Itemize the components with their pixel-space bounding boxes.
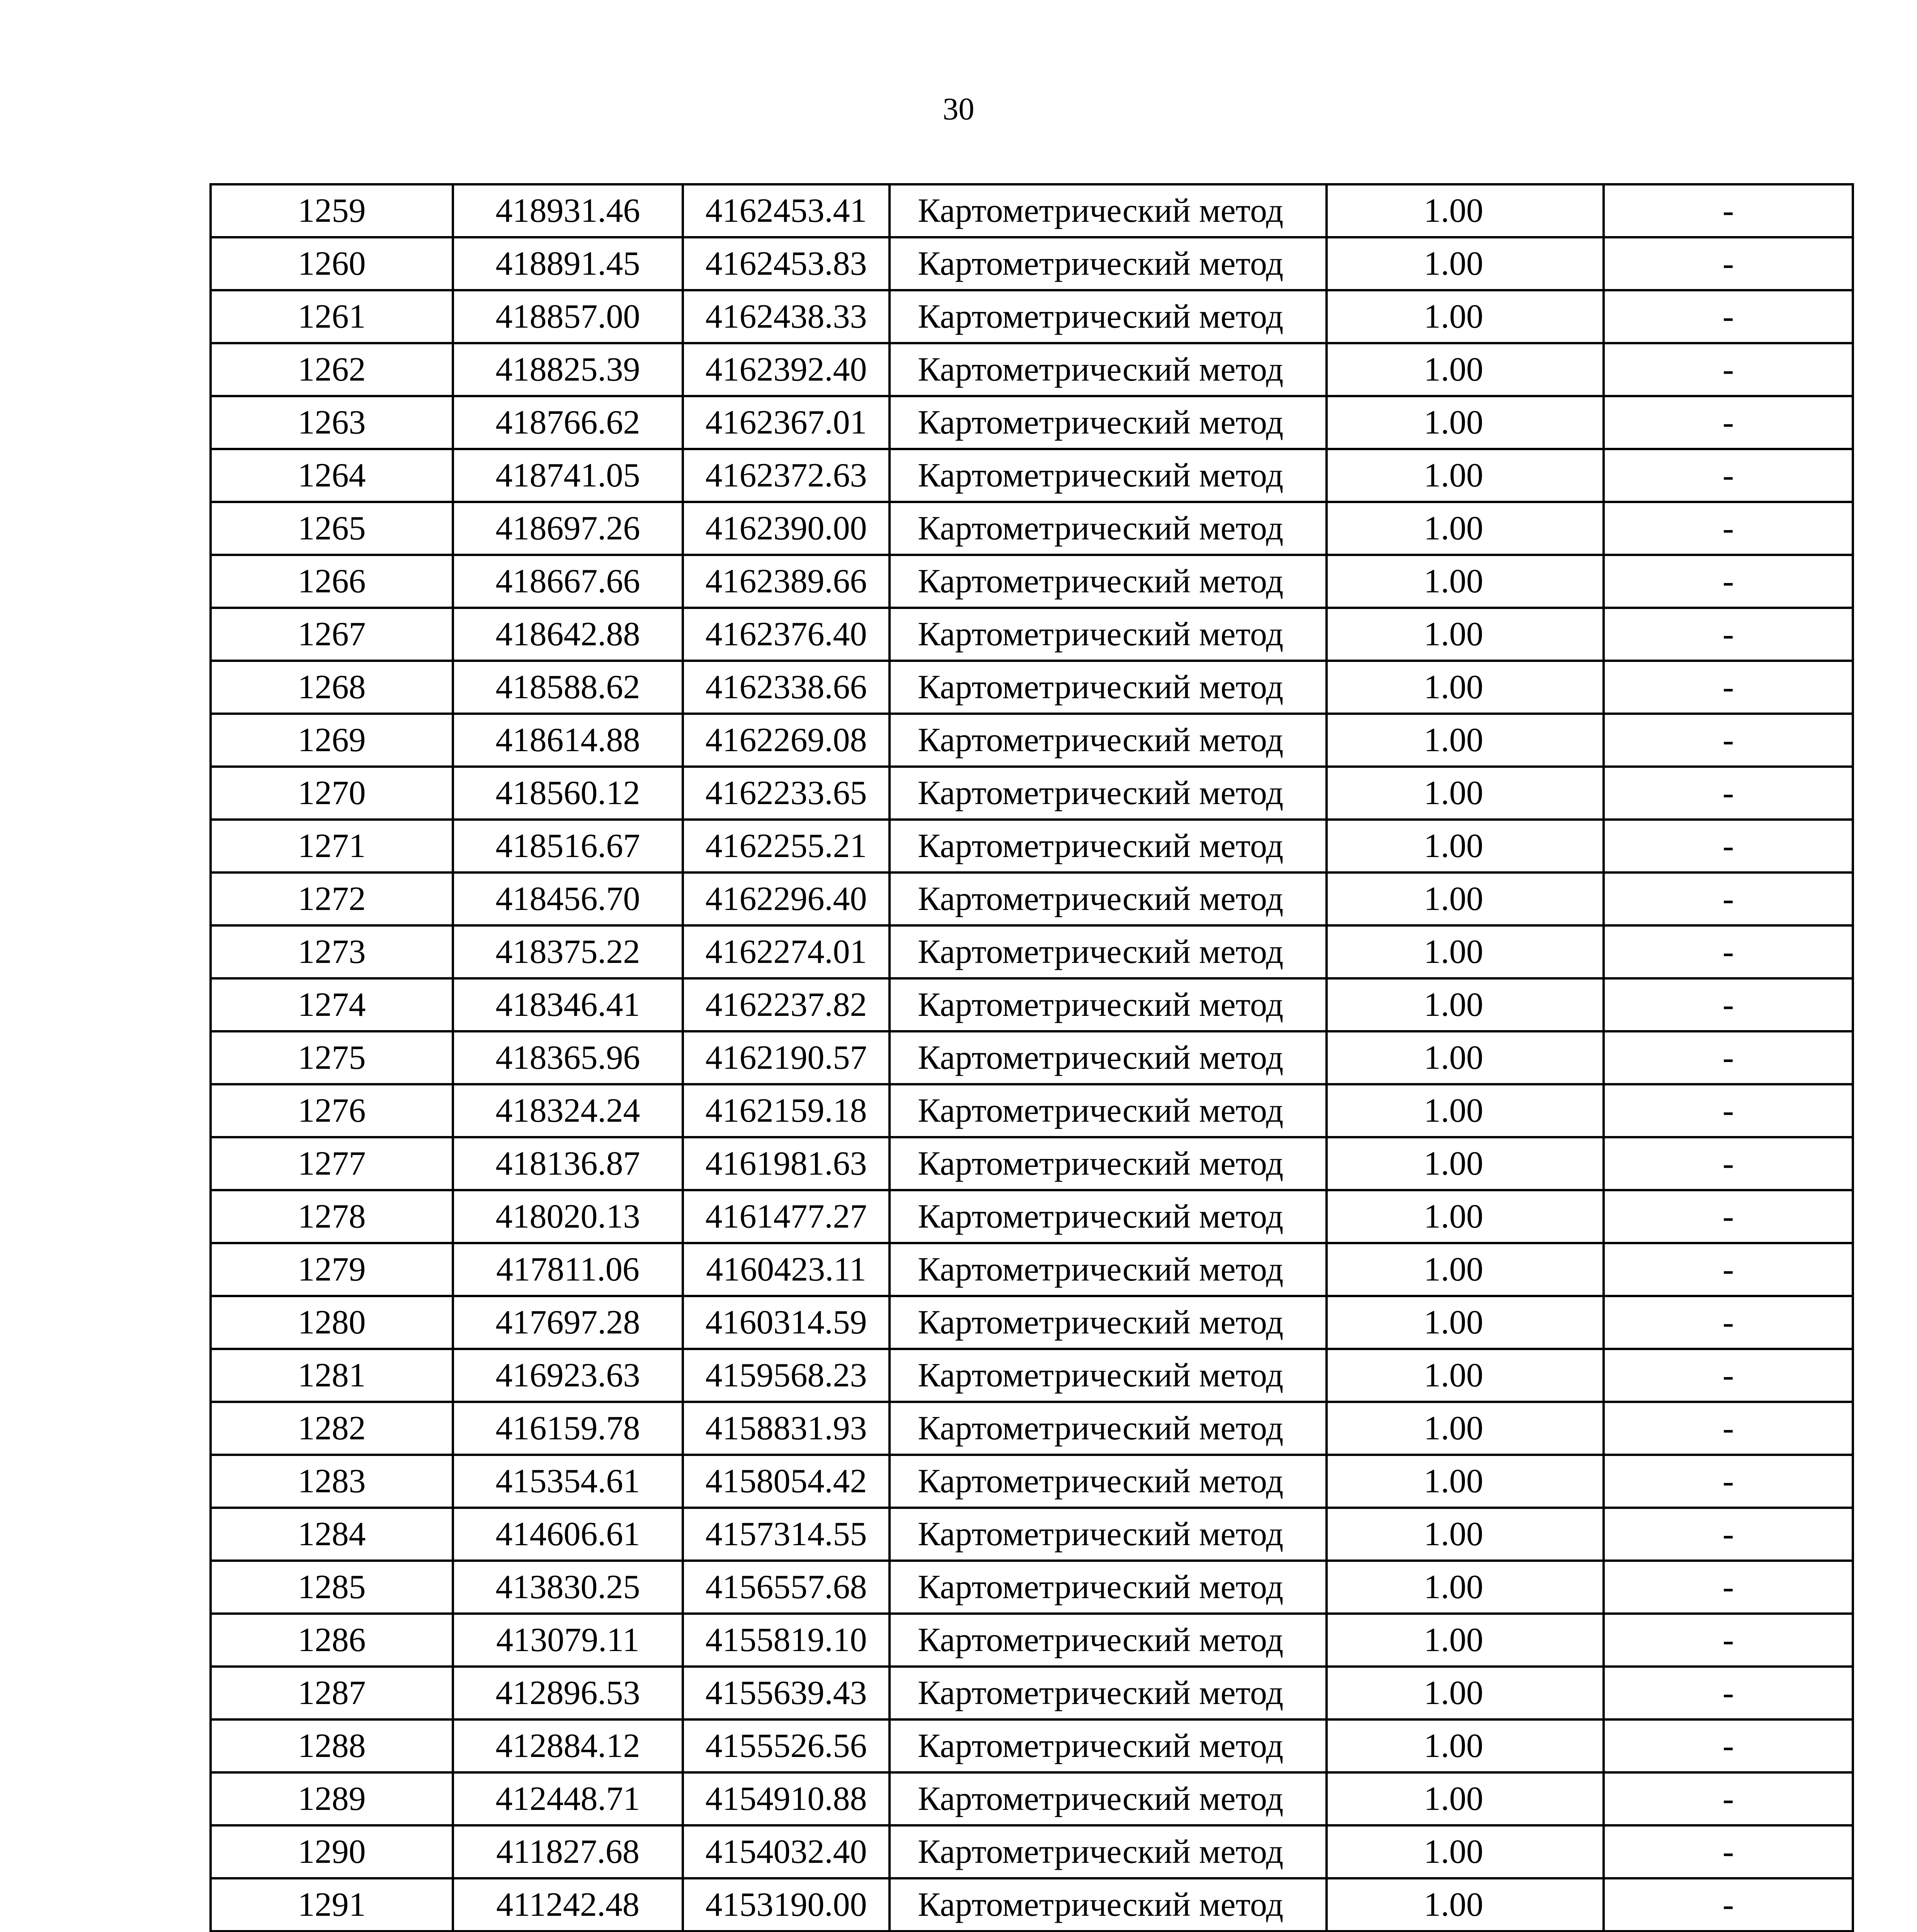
y-coordinate-cell: 4162392.40 [683,343,890,396]
precision-cell: 1.00 [1327,1614,1604,1667]
precision-cell: 1.00 [1327,925,1604,978]
table-row [211,184,1853,237]
table-row [211,1190,1853,1243]
point-number-cell: 1268 [211,661,453,714]
method-cell: Картометрический метод [890,1825,1327,1878]
note-cell: - [1604,1667,1853,1719]
point-number-cell: 1261 [211,290,453,343]
x-coordinate-cell: 415354.61 [453,1455,683,1508]
y-coordinate-cell: 4162237.82 [683,978,890,1031]
method-cell: Картометрический метод [890,396,1327,449]
method-cell: Картометрический метод [890,1614,1327,1667]
note-cell: - [1604,184,1853,237]
x-coordinate-cell: 418931.46 [453,184,683,237]
precision-cell: 1.00 [1327,502,1604,555]
y-coordinate-cell: 4161477.27 [683,1190,890,1243]
x-coordinate-cell: 414606.61 [453,1508,683,1561]
x-coordinate-cell: 413830.25 [453,1561,683,1614]
point-number-cell: 1274 [211,978,453,1031]
x-coordinate-cell: 413079.11 [453,1614,683,1667]
note-cell: - [1604,1878,1853,1931]
x-coordinate-cell: 417697.28 [453,1296,683,1349]
y-coordinate-cell: 4162453.41 [683,184,890,237]
method-cell: Картометрический метод [890,767,1327,820]
point-number-cell: 1283 [211,1455,453,1508]
note-cell: - [1604,1825,1853,1878]
point-number-cell: 1288 [211,1719,453,1772]
table-row [211,925,1853,978]
y-coordinate-cell: 4162376.40 [683,608,890,661]
table-row [211,1084,1853,1137]
precision-cell: 1.00 [1327,872,1604,925]
note-cell: - [1604,555,1853,608]
x-coordinate-cell: 418560.12 [453,767,683,820]
method-cell: Картометрический метод [890,872,1327,925]
point-number-cell: 1281 [211,1349,453,1402]
coordinates-table [209,183,1854,1932]
x-coordinate-cell: 418324.24 [453,1084,683,1137]
note-cell: - [1604,1296,1853,1349]
x-coordinate-cell: 412448.71 [453,1772,683,1825]
precision-cell: 1.00 [1327,1243,1604,1296]
method-cell: Картометрический метод [890,237,1327,290]
x-coordinate-cell: 418891.45 [453,237,683,290]
note-cell: - [1604,1402,1853,1455]
note-cell: - [1604,237,1853,290]
table-row [211,1508,1853,1561]
note-cell: - [1604,1190,1853,1243]
x-coordinate-cell: 412884.12 [453,1719,683,1772]
method-cell: Картометрический метод [890,1349,1327,1402]
method-cell: Картометрический метод [890,1084,1327,1137]
precision-cell: 1.00 [1327,1772,1604,1825]
method-cell: Картометрический метод [890,343,1327,396]
precision-cell: 1.00 [1327,237,1604,290]
table-row [211,1772,1853,1825]
method-cell: Картометрический метод [890,608,1327,661]
y-coordinate-cell: 4162367.01 [683,396,890,449]
x-coordinate-cell: 418136.87 [453,1137,683,1190]
y-coordinate-cell: 4162438.33 [683,290,890,343]
precision-cell: 1.00 [1327,714,1604,767]
x-coordinate-cell: 411242.48 [453,1878,683,1931]
precision-cell: 1.00 [1327,1825,1604,1878]
method-cell: Картометрический метод [890,661,1327,714]
note-cell: - [1604,343,1853,396]
x-coordinate-cell: 418857.00 [453,290,683,343]
method-cell: Картометрический метод [890,714,1327,767]
note-cell: - [1604,1031,1853,1084]
note-cell: - [1604,502,1853,555]
y-coordinate-cell: 4162389.66 [683,555,890,608]
x-coordinate-cell: 418365.96 [453,1031,683,1084]
y-coordinate-cell: 4154032.40 [683,1825,890,1878]
note-cell: - [1604,661,1853,714]
precision-cell: 1.00 [1327,1455,1604,1508]
table-row [211,820,1853,872]
method-cell: Картометрический метод [890,184,1327,237]
method-cell: Картометрический метод [890,449,1327,502]
table-row [211,502,1853,555]
precision-cell: 1.00 [1327,1296,1604,1349]
point-number-cell: 1277 [211,1137,453,1190]
method-cell: Картометрический метод [890,1878,1327,1931]
table-row [211,767,1853,820]
precision-cell: 1.00 [1327,1402,1604,1455]
note-cell: - [1604,608,1853,661]
note-cell: - [1604,872,1853,925]
point-number-cell: 1267 [211,608,453,661]
method-cell: Картометрический метод [890,978,1327,1031]
x-coordinate-cell: 412896.53 [453,1667,683,1719]
note-cell: - [1604,1614,1853,1667]
y-coordinate-cell: 4162190.57 [683,1031,890,1084]
point-number-cell: 1262 [211,343,453,396]
note-cell: - [1604,1455,1853,1508]
x-coordinate-cell: 418588.62 [453,661,683,714]
method-cell: Картометрический метод [890,1455,1327,1508]
note-cell: - [1604,714,1853,767]
method-cell: Картометрический метод [890,820,1327,872]
note-cell: - [1604,1137,1853,1190]
y-coordinate-cell: 4162159.18 [683,1084,890,1137]
y-coordinate-cell: 4154910.88 [683,1772,890,1825]
point-number-cell: 1286 [211,1614,453,1667]
point-number-cell: 1280 [211,1296,453,1349]
y-coordinate-cell: 4162338.66 [683,661,890,714]
x-coordinate-cell: 418766.62 [453,396,683,449]
table-row [211,1719,1853,1772]
y-coordinate-cell: 4162390.00 [683,502,890,555]
note-cell: - [1604,1772,1853,1825]
table-row [211,1455,1853,1508]
coordinates-table-body [211,184,1853,1932]
x-coordinate-cell: 418375.22 [453,925,683,978]
method-cell: Картометрический метод [890,1296,1327,1349]
point-number-cell: 1290 [211,1825,453,1878]
table-row [211,1031,1853,1084]
x-coordinate-cell: 418741.05 [453,449,683,502]
method-cell: Картометрический метод [890,1772,1327,1825]
point-number-cell: 1266 [211,555,453,608]
point-number-cell: 1264 [211,449,453,502]
point-number-cell: 1279 [211,1243,453,1296]
y-coordinate-cell: 4162255.21 [683,820,890,872]
x-coordinate-cell: 418667.66 [453,555,683,608]
precision-cell: 1.00 [1327,1508,1604,1561]
precision-cell: 1.00 [1327,767,1604,820]
page-number: 30 [942,91,975,126]
point-number-cell: 1291 [211,1878,453,1931]
table-row [211,978,1853,1031]
point-number-cell: 1278 [211,1190,453,1243]
point-number-cell: 1287 [211,1667,453,1719]
table-row [211,872,1853,925]
note-cell: - [1604,1084,1853,1137]
precision-cell: 1.00 [1327,820,1604,872]
note-cell: - [1604,820,1853,872]
y-coordinate-cell: 4162274.01 [683,925,890,978]
method-cell: Картометрический метод [890,555,1327,608]
x-coordinate-cell: 418456.70 [453,872,683,925]
method-cell: Картометрический метод [890,290,1327,343]
x-coordinate-cell: 418346.41 [453,978,683,1031]
y-coordinate-cell: 4160423.11 [683,1243,890,1296]
note-cell: - [1604,1349,1853,1402]
note-cell: - [1604,396,1853,449]
table-row [211,714,1853,767]
y-coordinate-cell: 4155639.43 [683,1667,890,1719]
y-coordinate-cell: 4162269.08 [683,714,890,767]
y-coordinate-cell: 4156557.68 [683,1561,890,1614]
method-cell: Картометрический метод [890,502,1327,555]
point-number-cell: 1275 [211,1031,453,1084]
method-cell: Картометрический метод [890,1031,1327,1084]
x-coordinate-cell: 411827.68 [453,1825,683,1878]
x-coordinate-cell: 418020.13 [453,1190,683,1243]
x-coordinate-cell: 417811.06 [453,1243,683,1296]
method-cell: Картометрический метод [890,1667,1327,1719]
precision-cell: 1.00 [1327,1031,1604,1084]
note-cell: - [1604,449,1853,502]
precision-cell: 1.00 [1327,661,1604,714]
method-cell: Картометрический метод [890,1243,1327,1296]
point-number-cell: 1289 [211,1772,453,1825]
precision-cell: 1.00 [1327,1084,1604,1137]
method-cell: Картометрический метод [890,1137,1327,1190]
point-number-cell: 1276 [211,1084,453,1137]
y-coordinate-cell: 4157314.55 [683,1508,890,1561]
table-row [211,1614,1853,1667]
y-coordinate-cell: 4161981.63 [683,1137,890,1190]
y-coordinate-cell: 4159568.23 [683,1349,890,1402]
table-row [211,555,1853,608]
method-cell: Картометрический метод [890,1402,1327,1455]
point-number-cell: 1260 [211,237,453,290]
point-number-cell: 1269 [211,714,453,767]
y-coordinate-cell: 4158054.42 [683,1455,890,1508]
y-coordinate-cell: 4155819.10 [683,1614,890,1667]
precision-cell: 1.00 [1327,1878,1604,1931]
table-row [211,1402,1853,1455]
point-number-cell: 1285 [211,1561,453,1614]
table-row [211,1349,1853,1402]
table-row [211,449,1853,502]
y-coordinate-cell: 4155526.56 [683,1719,890,1772]
table-row [211,1296,1853,1349]
table-row [211,661,1853,714]
method-cell: Картометрический метод [890,1508,1327,1561]
precision-cell: 1.00 [1327,555,1604,608]
point-number-cell: 1259 [211,184,453,237]
x-coordinate-cell: 418825.39 [453,343,683,396]
y-coordinate-cell: 4158831.93 [683,1402,890,1455]
table-row [211,343,1853,396]
precision-cell: 1.00 [1327,449,1604,502]
table-row [211,1243,1853,1296]
note-cell: - [1604,1243,1853,1296]
method-cell: Картометрический метод [890,925,1327,978]
note-cell: - [1604,925,1853,978]
method-cell: Картометрический метод [890,1190,1327,1243]
table-row [211,1137,1853,1190]
point-number-cell: 1282 [211,1402,453,1455]
table-row [211,1561,1853,1614]
y-coordinate-cell: 4160314.59 [683,1296,890,1349]
note-cell: - [1604,290,1853,343]
table-row [211,1878,1853,1931]
note-cell: - [1604,767,1853,820]
precision-cell: 1.00 [1327,1190,1604,1243]
x-coordinate-cell: 416923.63 [453,1349,683,1402]
table-row [211,396,1853,449]
table-row [211,608,1853,661]
point-number-cell: 1284 [211,1508,453,1561]
table-row [211,290,1853,343]
point-number-cell: 1265 [211,502,453,555]
precision-cell: 1.00 [1327,1667,1604,1719]
y-coordinate-cell: 4162372.63 [683,449,890,502]
table-row [211,1667,1853,1719]
method-cell: Картометрический метод [890,1561,1327,1614]
point-number-cell: 1271 [211,820,453,872]
table-row [211,1825,1853,1878]
point-number-cell: 1273 [211,925,453,978]
x-coordinate-cell: 418697.26 [453,502,683,555]
method-cell: Картометрический метод [890,1719,1327,1772]
y-coordinate-cell: 4162233.65 [683,767,890,820]
note-cell: - [1604,978,1853,1031]
y-coordinate-cell: 4162296.40 [683,872,890,925]
x-coordinate-cell: 418516.67 [453,820,683,872]
note-cell: - [1604,1719,1853,1772]
precision-cell: 1.00 [1327,1137,1604,1190]
x-coordinate-cell: 418642.88 [453,608,683,661]
precision-cell: 1.00 [1327,184,1604,237]
point-number-cell: 1263 [211,396,453,449]
x-coordinate-cell: 416159.78 [453,1402,683,1455]
precision-cell: 1.00 [1327,343,1604,396]
precision-cell: 1.00 [1327,396,1604,449]
y-coordinate-cell: 4162453.83 [683,237,890,290]
precision-cell: 1.00 [1327,290,1604,343]
precision-cell: 1.00 [1327,1561,1604,1614]
precision-cell: 1.00 [1327,608,1604,661]
table-row [211,237,1853,290]
precision-cell: 1.00 [1327,1349,1604,1402]
x-coordinate-cell: 418614.88 [453,714,683,767]
precision-cell: 1.00 [1327,1719,1604,1772]
precision-cell: 1.00 [1327,978,1604,1031]
note-cell: - [1604,1561,1853,1614]
point-number-cell: 1272 [211,872,453,925]
note-cell: - [1604,1508,1853,1561]
point-number-cell: 1270 [211,767,453,820]
y-coordinate-cell: 4153190.00 [683,1878,890,1931]
